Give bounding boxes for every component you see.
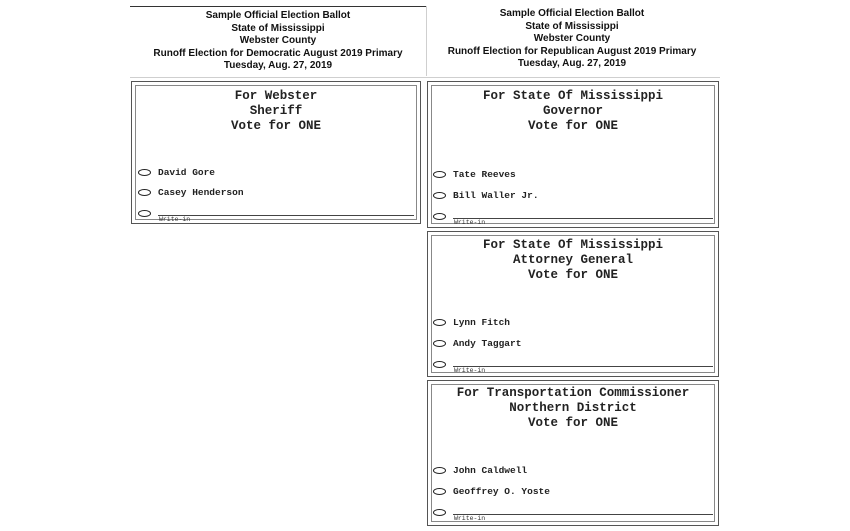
office-line: For State Of Mississippi — [482, 89, 664, 103]
contest-sheriff — [131, 81, 421, 224]
candidate-option[interactable] — [433, 484, 550, 498]
office-line: Attorney General — [512, 253, 634, 267]
header-line: Runoff Election for Republican August 2019 Primary — [447, 45, 697, 57]
header-line: Webster County — [533, 33, 611, 45]
vote-instruction: Vote for ONE — [527, 416, 618, 430]
header-line: Tuesday, Aug. 27, 2019 — [517, 58, 627, 70]
write-in-line[interactable] — [453, 218, 713, 219]
vote-instruction: Vote for ONE — [527, 119, 618, 133]
office-line: Northern District — [509, 401, 637, 415]
header-line: State of Mississippi — [231, 22, 325, 34]
candidate-option[interactable] — [433, 167, 516, 181]
write-in-label: Write-in — [159, 216, 191, 223]
candidate-option[interactable] — [433, 188, 539, 202]
democratic-ballot-header — [130, 10, 426, 73]
write-in-option[interactable] — [433, 505, 453, 519]
horizontal-separator — [130, 77, 720, 78]
write-in-label: Write-in — [454, 367, 486, 374]
write-in-option[interactable] — [138, 206, 158, 220]
vote-oval[interactable] — [138, 189, 151, 196]
candidate-name: Geoffrey O. Yoste — [453, 485, 550, 497]
write-in-line[interactable] — [453, 366, 713, 367]
write-in-line[interactable] — [158, 215, 414, 216]
candidate-option[interactable] — [433, 463, 527, 477]
office-line: For Transportation Commissioner — [456, 386, 690, 400]
candidate-name: John Caldwell — [453, 464, 528, 476]
vote-oval[interactable] — [433, 171, 446, 178]
contest-attorney-general — [427, 231, 719, 377]
vote-oval[interactable] — [433, 467, 446, 474]
write-in-label: Write-in — [454, 219, 486, 226]
write-in-label: Write-in — [454, 515, 486, 522]
candidate-name: Tate Reeves — [453, 168, 516, 180]
header-line: Webster County — [239, 35, 317, 47]
vote-oval[interactable] — [433, 319, 446, 326]
contest-title — [428, 386, 718, 431]
header-line: Runoff Election for Democratic August 2019 Primary — [153, 47, 403, 59]
contest-title — [132, 89, 420, 134]
candidate-name: Andy Taggart — [453, 337, 522, 349]
office-line: For Webster — [234, 89, 318, 103]
office-line: For State Of Mississippi — [482, 238, 664, 252]
vote-oval[interactable] — [138, 169, 151, 176]
write-in-option[interactable] — [433, 209, 453, 223]
vote-oval[interactable] — [433, 509, 446, 516]
contest-transportation-commissioner — [427, 380, 719, 526]
office-line: Sheriff — [249, 104, 303, 118]
candidate-name: Lynn Fitch — [453, 316, 511, 328]
vote-oval[interactable] — [433, 361, 446, 368]
candidate-option[interactable] — [433, 315, 510, 329]
vote-oval[interactable] — [433, 192, 446, 199]
republican-ballot-header — [426, 8, 718, 71]
header-line: Tuesday, Aug. 27, 2019 — [223, 60, 333, 72]
contest-title — [428, 238, 718, 283]
candidate-option[interactable] — [138, 165, 215, 179]
header-line: Sample Official Election Ballot — [205, 10, 351, 21]
office-line: Governor — [542, 104, 603, 118]
vote-oval[interactable] — [433, 340, 446, 347]
header-line: State of Mississippi — [525, 20, 619, 32]
vote-oval[interactable] — [138, 210, 151, 217]
left-header-rule — [130, 6, 426, 7]
vote-instruction: Vote for ONE — [230, 119, 321, 133]
candidate-name: David Gore — [158, 166, 216, 178]
candidate-name: Casey Henderson — [158, 186, 244, 198]
write-in-line[interactable] — [453, 514, 713, 515]
candidate-option[interactable] — [433, 336, 521, 350]
vertical-separator — [426, 6, 427, 76]
contest-title — [428, 89, 718, 134]
vote-oval[interactable] — [433, 213, 446, 220]
header-line: Sample Official Election Ballot — [499, 8, 645, 19]
vote-instruction: Vote for ONE — [527, 268, 618, 282]
vote-oval[interactable] — [433, 488, 446, 495]
write-in-option[interactable] — [433, 357, 453, 371]
contest-governor — [427, 81, 719, 228]
candidate-option[interactable] — [138, 185, 244, 199]
candidate-name: Bill Waller Jr. — [453, 189, 539, 201]
